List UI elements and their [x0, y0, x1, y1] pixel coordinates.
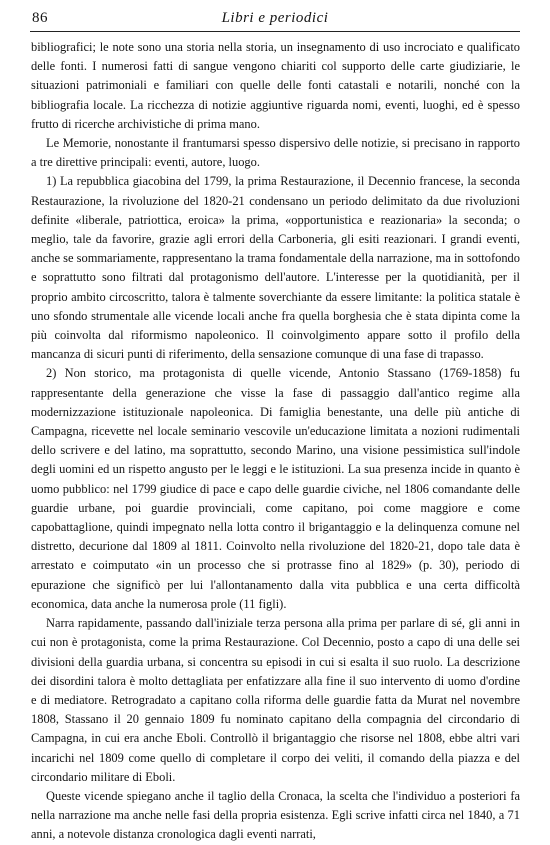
- running-header: [30, 10, 520, 32]
- page-number: 86: [32, 10, 48, 26]
- running-title: Libri e periodici: [221, 10, 329, 26]
- paragraph-continued: bibliografici; le note sono una storia nella storia, un insegnamento di uso incrociato e qualificato delle fonti. I numerosi fatti di sangue vengono chiariti col supporto delle carte giudiziarie, le situazioni patrimoniali e familiari con quelle delle fonti catastali e notarili, nonché con la bibliografia locale. La ricchezza di notizie aggiuntive riguarda nomi, eventi, luoghi, ed è spesso frutto di ricerche archivistiche di prima mano.: [31, 40, 520, 131]
- paragraph-memorie: Le Memorie, nonostante il frantumarsi spesso dispersivo delle notizie, si precisano in rapporto a tre direttive principali: eventi, autore, luogo.: [31, 136, 520, 170]
- paragraph-point-2: 2) Non storico, ma protagonista di quelle vicende, Antonio Stassano (1769-1858) fu rappresentante della generazione che visse la fase di passaggio dall'antico regime alla modernizzazione istituzionale napoleonica. Di famiglia benestante, una delle più antiche di Campagna, ricevette nel locale seminario vescovile un'educazione limitata a nozioni rudimentali dello scrivere e del latino, ma soprattutto, secondo Marino, una visione pessimistica sull'indole degli uomini ed un rispetto angusto per le leggi e le istituzioni. La sua presenza incide in quanto è uomo pubblico: nel 1799 giudice di pace e capo delle guardie civiche, nel 1806 comandante delle guardie urbane, poi guardie provinciali, come capitano, poi come maggiore e come capobattaglione, quindi impegnato nella lotta contro il brigantaggio e la delinquenza comune nel distretto, decurione dal 1809 al 1811. Coinvolto nella rivoluzione del 1820-21, dopo tale data è arrestato e coimputato «in un processo che si protrasse fino al 1829» (p. 30), periodo di epurazione che significò per lui l'allontanamento dalla vita pubblica e una certa difficoltà economica, data anche la numerosa prole (11 figli).: [31, 366, 520, 611]
- header-rule: [30, 31, 520, 32]
- paragraph-narra: Narra rapidamente, passando dall'iniziale terza persona alla prima per parlare di sé, gli anni in cui non è protagonista, come la prima Restaurazione. Col Decennio, posto a capo di una delle sei divisioni della guardia urbana, si concentra su episodi in cui si esalta il suo ruolo. La descrizione dei disordini talora è molto dettagliata per enfatizzare alla fine il suo intervento di uomo d'ordine e di mediatore. Retrogradato a capitano colla riforma delle guardie fatta da Murat nel novembre 1808, Stassano il 20 gennaio 1809 fu nominato capitano della compagnia del circondario di Campagna, in cui era anche Eboli. Controllò il brigantaggio che risorse nel 1808, ebbe altri vari incarichi nel 1809 come quello di completare il corpo dei veliti, il comando della piazza e del circondario militare di Eboli.: [31, 616, 520, 784]
- paragraph-queste-vicende: Queste vicende spiegano anche il taglio della Cronaca, la scelta che l'individuo a posteriori fa nella narrazione ma anche nelle fasi della propria esistenza. Egli scrive infatti circa nel 1840, a 71 anni, a notevole distanza cronologica dagli eventi narrati,: [31, 788, 520, 842]
- body-text: [31, 38, 520, 845]
- paragraph-point-1: 1) La repubblica giacobina del 1799, la prima Restaurazione, il Decennio francese, la seconda Restaurazione, la rivoluzione del 1820-21 condensano un periodo delimitato da due rivoluzioni definite «liberale, patriottica, eroica» la prima, «opportunistica e reazionaria» la seconda; o meglio, tale da favorire, grazie agli errori della Carboneria, gli esiti reazionari. I grandi eventi, anche se sommariamente, rappresentano la trama fondamentale della narrazione, ma in sottofondo e soprattutto sono filtrati dal protagonismo dell'autore. L'interesse per la quotidianità, per il proprio ambito circoscritto, talora è talmente soverchiante da essere limitante: la politica statale è uno sfondo strumentale alle vicende locali anche fra quella borghesia che è stata dipinta come la più coinvolta dal riformismo napoleonico. Il coinvolgimento appare sotto il profilo della mancanza di sicuri punti di riferimento, della sensazione comunque di una fase di trapasso.: [31, 174, 520, 362]
